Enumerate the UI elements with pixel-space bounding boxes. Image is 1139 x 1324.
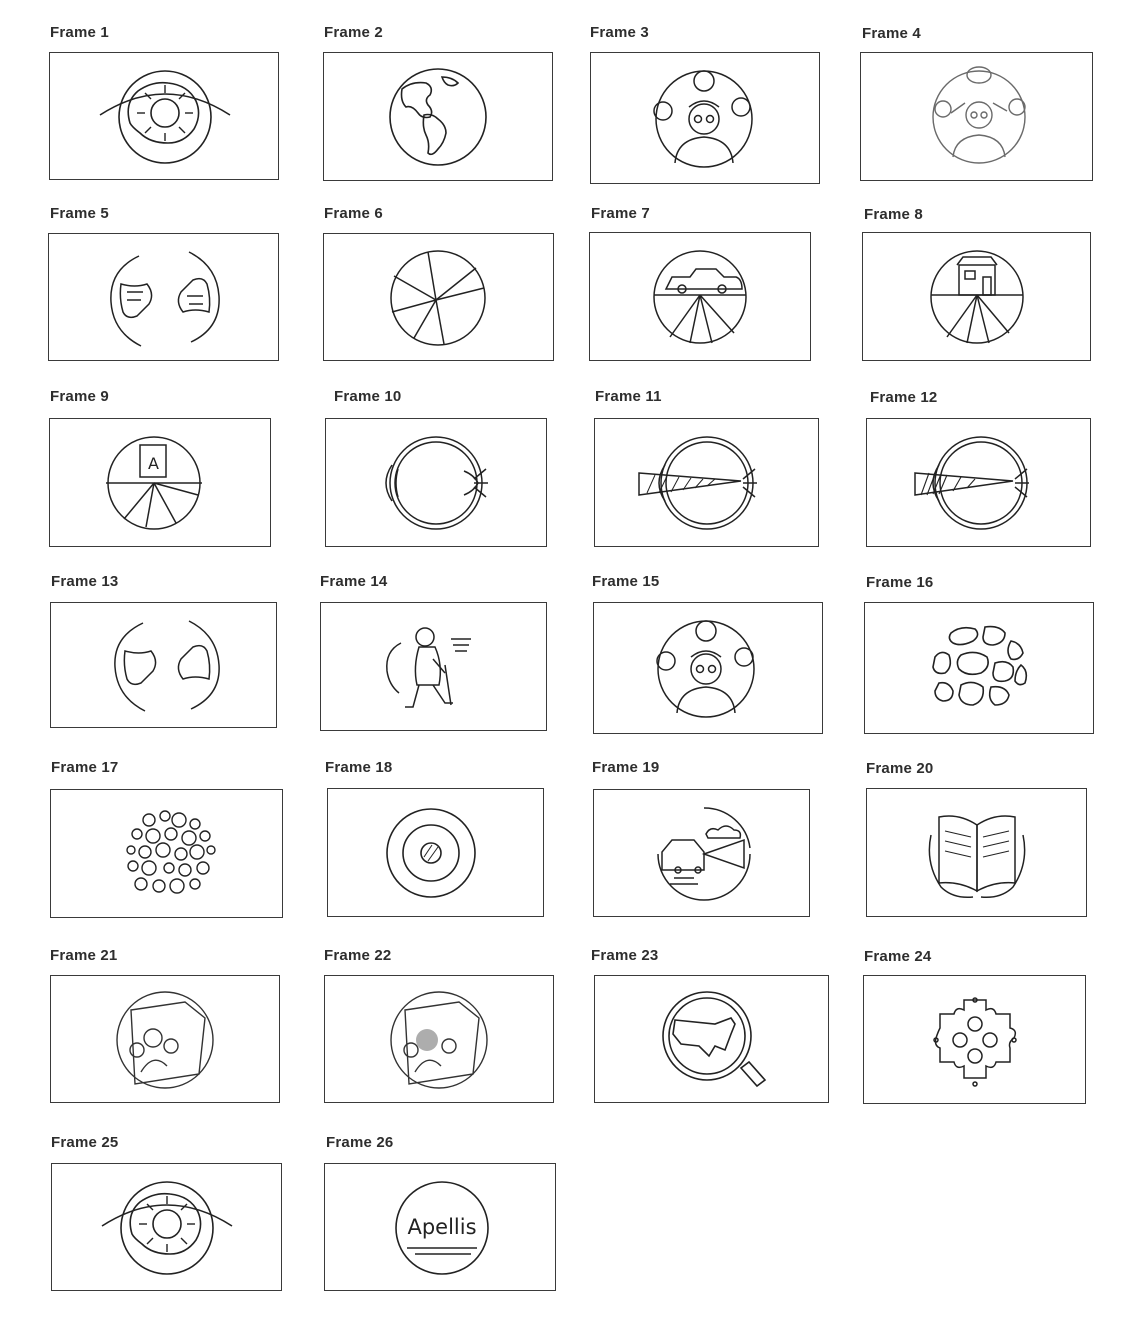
frame-2 (323, 52, 553, 181)
frame-label-7: Frame 7 (591, 205, 650, 222)
frame-label-6: Frame 6 (324, 205, 383, 222)
frame-7 (589, 232, 811, 361)
house-road-icon (863, 233, 1092, 362)
frame-17 (50, 789, 283, 918)
frame-13 (50, 602, 277, 728)
frame-label-13: Frame 13 (51, 573, 119, 590)
frame-label-20: Frame 20 (866, 760, 934, 777)
eye-anatomy-icon (326, 419, 548, 548)
svg-text:A: A (148, 454, 159, 473)
apellis-logo-icon (325, 1164, 557, 1292)
frame-5 (48, 233, 279, 361)
frame-8 (862, 232, 1091, 361)
faded-group-icon (861, 53, 1094, 182)
frame-label-16: Frame 16 (866, 574, 934, 591)
frame-label-4: Frame 4 (862, 25, 921, 42)
usa-magnifier-icon (595, 976, 830, 1104)
elderly-walker-icon (321, 603, 548, 732)
frame-26 (324, 1163, 556, 1291)
frame-label-1: Frame 1 (50, 24, 109, 41)
frame-label-3: Frame 3 (590, 24, 649, 41)
frame-1 (49, 52, 279, 180)
frame-label-12: Frame 12 (870, 389, 938, 406)
frame-20 (866, 788, 1087, 917)
frame-label-25: Frame 25 (51, 1134, 119, 1151)
frame-9 (49, 418, 271, 547)
caring-hands-icon (51, 603, 278, 729)
frame-label-15: Frame 15 (592, 573, 660, 590)
photo-memory-icon (51, 976, 281, 1104)
frame-label-22: Frame 22 (324, 947, 392, 964)
puzzle-people-icon (864, 976, 1087, 1105)
frame-18 (327, 788, 544, 917)
frame-12 (866, 418, 1091, 547)
eye-sun-icon (50, 53, 280, 181)
eye-blocked-light-icon (867, 419, 1092, 548)
open-book-icon (867, 789, 1088, 918)
frame-25 (51, 1163, 282, 1291)
frame-label-17: Frame 17 (51, 759, 119, 776)
globe-icon (324, 53, 554, 182)
frame-19 (593, 789, 810, 917)
pie-slices-icon (324, 234, 555, 362)
frame-label-21: Frame 21 (50, 947, 118, 964)
caring-hands-icon (49, 234, 280, 362)
frame-label-9: Frame 9 (50, 388, 109, 405)
frame-label-18: Frame 18 (325, 759, 393, 776)
apellis-logo-text: Apellis (407, 1215, 477, 1239)
car-road-icon (590, 233, 812, 362)
frame-16 (864, 602, 1094, 734)
eye-light-path-icon (595, 419, 820, 548)
frame-label-10: Frame 10 (334, 388, 402, 405)
family-group-icon (594, 603, 824, 735)
frame-4 (860, 52, 1093, 181)
frame-3 (590, 52, 820, 184)
frame-24 (863, 975, 1086, 1104)
cell-cluster-icon (865, 603, 1095, 735)
frame-11 (594, 418, 819, 547)
eye-sun-icon (52, 1164, 283, 1292)
frame-23 (594, 975, 829, 1103)
frame-15 (593, 602, 823, 734)
frame-22 (324, 975, 554, 1103)
photo-memory-blurred-icon (325, 976, 555, 1104)
frame-label-19: Frame 19 (592, 759, 660, 776)
family-group-icon (591, 53, 821, 185)
frame-label-24: Frame 24 (864, 948, 932, 965)
frame-6 (323, 233, 554, 361)
drusen-bubbles-icon (51, 790, 284, 919)
book-road-icon (50, 419, 272, 548)
frame-label-26: Frame 26 (326, 1134, 394, 1151)
frame-label-14: Frame 14 (320, 573, 388, 590)
frame-10 (325, 418, 547, 547)
frame-label-8: Frame 8 (864, 206, 923, 223)
frame-label-2: Frame 2 (324, 24, 383, 41)
car-headlights-icon (594, 790, 811, 918)
frame-label-5: Frame 5 (50, 205, 109, 222)
frame-14 (320, 602, 547, 731)
frame-21 (50, 975, 280, 1103)
frame-label-11: Frame 11 (595, 388, 662, 405)
frame-label-23: Frame 23 (591, 947, 659, 964)
macula-target-icon (328, 789, 545, 918)
